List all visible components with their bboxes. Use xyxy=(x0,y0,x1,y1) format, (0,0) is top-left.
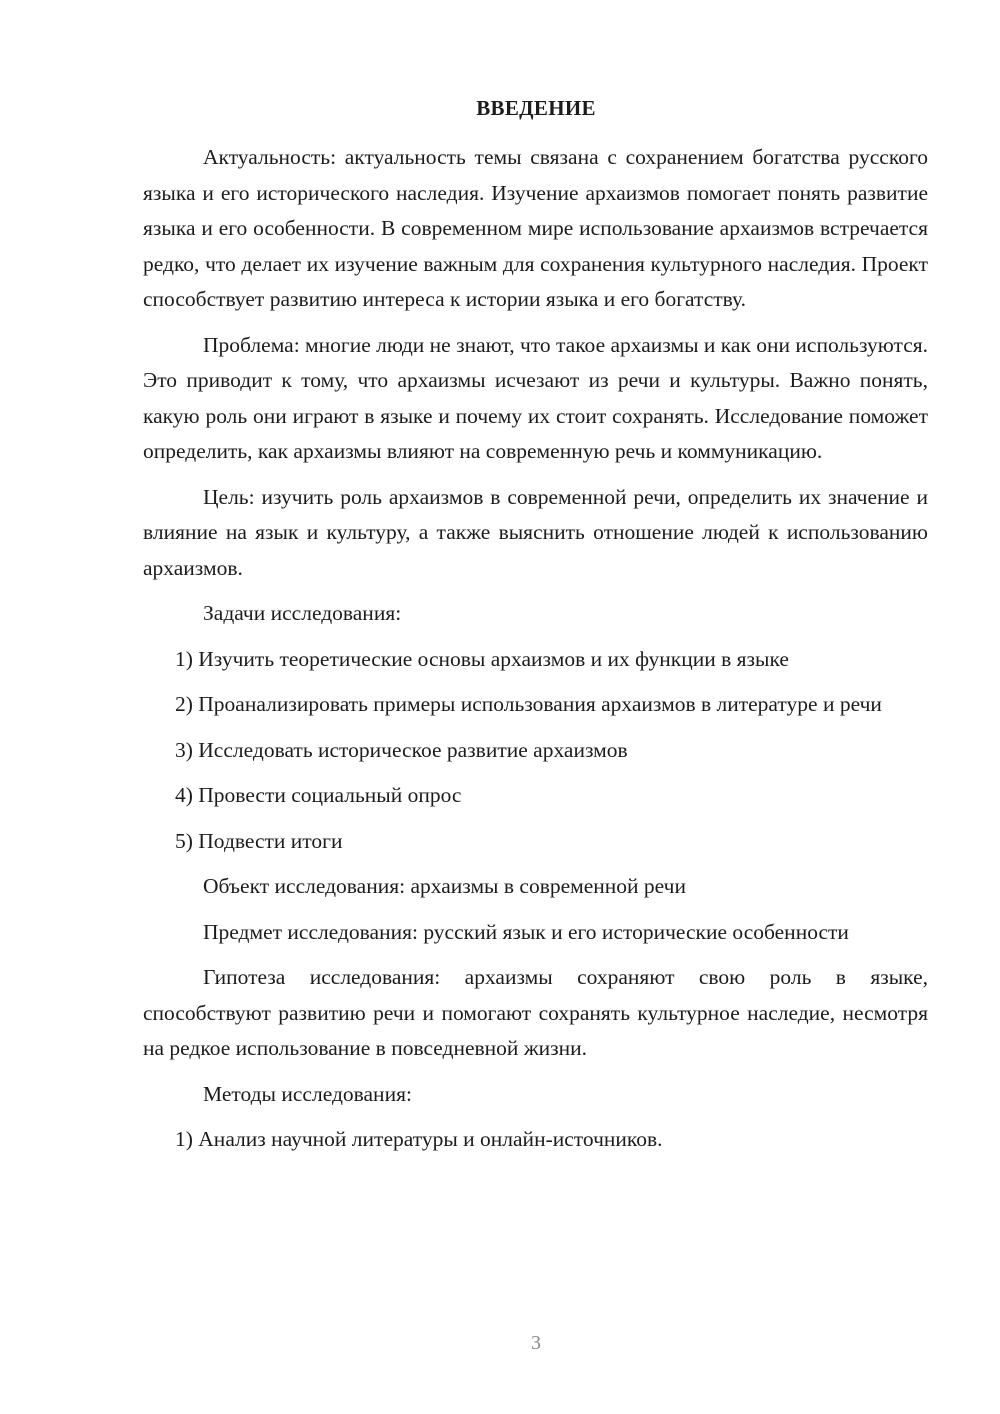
tasks-heading: Задачи исследования: xyxy=(203,601,402,625)
document-body xyxy=(143,140,928,1158)
task-item-4: 4) Провести социальный опрос xyxy=(175,783,462,807)
method-item-1: 1) Анализ научной литературы и онлайн-источников. xyxy=(175,1127,663,1151)
paragraph-object: Объект исследования: архаизмы в современной речи xyxy=(203,874,687,898)
page-number: 3 xyxy=(531,1332,541,1354)
paragraph-relevance: Актуальность: актуальность темы связана с сохранением богатства русского языка и его исторического наследия. Изучение архаизмов помогает понять развитие языка и его особенности. В современном мире использование архаизмов встречается редко, что делает их изучение важным для сохранения культурного наследия. Проект способствует развитию интереса к истории языка и его богатству. xyxy=(143,145,928,311)
methods-heading: Методы исследования: xyxy=(203,1081,412,1106)
task-item-1: 1) Изучить теоретические основы архаизмов и их функции в языке xyxy=(175,646,789,671)
task-item-2: 2) Проанализировать примеры использования архаизмов в литературе и речи xyxy=(175,692,882,716)
paragraph-problem: Проблема: многие люди не знают, что такое архаизмы и как они используются. Это приводит к тому, что архаизмы исчезают из речи и культуры. Важно понять, какую роль они играют в языке и почему их стоит сохранять. Исследование поможет определить, как архаизмы влияют на современную речь и коммуникацию. xyxy=(143,332,928,463)
paragraph-hypothesis: Гипотеза исследования: архаизмы сохраняют свою роль в языке, способствуют развитию речи и помогают сохранять культурное наследие, несмотря на редкое использование в повседневной жизни. xyxy=(143,965,928,1060)
page-title: ВВЕДЕНИЕ xyxy=(476,96,596,120)
paragraph-subject: Предмет исследования: русский язык и его исторические особенности xyxy=(203,919,849,944)
task-item-3: 3) Исследовать историческое развитие архаизмов xyxy=(175,737,628,762)
task-item-5: 5) Подвести итоги xyxy=(175,828,343,853)
paragraph-goal: Цель: изучить роль архаизмов в современной речи, определить их значение и влияние на язык и культуру, а также выяснить отношение людей к использованию архаизмов. xyxy=(143,484,928,580)
